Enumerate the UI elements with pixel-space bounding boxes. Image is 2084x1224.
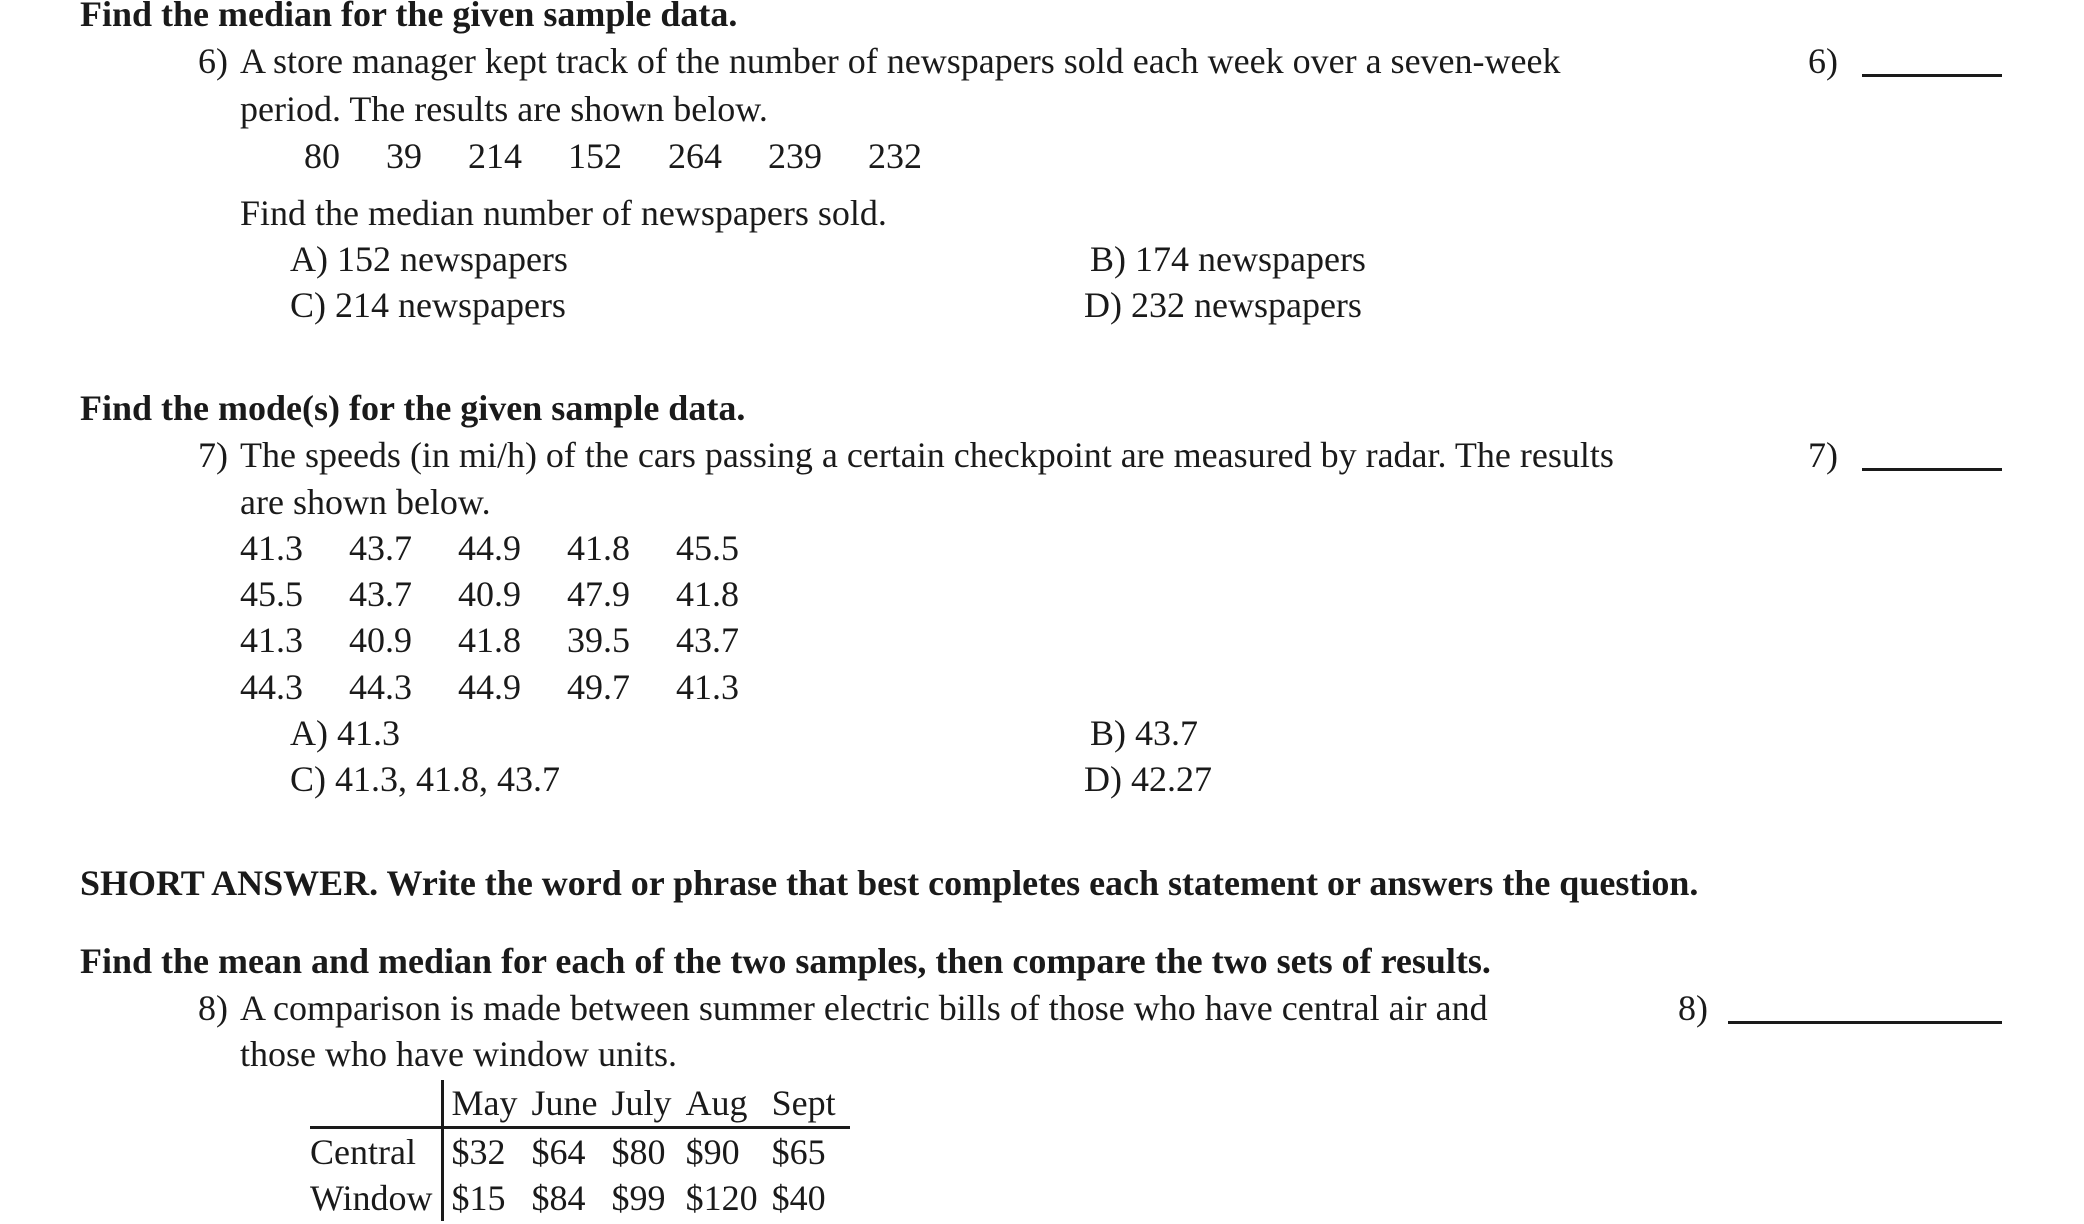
table-cell: $80	[611, 1132, 666, 1172]
table-row	[310, 1175, 850, 1221]
table-cell: $32	[451, 1132, 506, 1172]
question-7-text-line2: are shown below.	[240, 482, 491, 522]
question-6-number: 6)	[198, 41, 228, 81]
section-heading-mode: Find the mode(s) for the given sample data.	[80, 388, 746, 428]
question-8-number: 8)	[198, 988, 228, 1028]
question-7-choice-b[interactable]: B) 43.7	[1090, 713, 1198, 753]
question-8-text-line2: those who have window units.	[240, 1034, 677, 1074]
table-column-header: July	[612, 1080, 686, 1128]
table-row-label: Window	[310, 1175, 442, 1221]
question-7-data-row: 41.3 40.9 41.8 39.5 43.7	[240, 620, 739, 660]
question-6-choice-d[interactable]: D) 232 newspapers	[1084, 285, 1362, 325]
table-cell: $65	[771, 1132, 826, 1172]
question-6-data: 80 39 214 152 264 239 232	[304, 136, 922, 176]
question-6-prompt: Find the median number of newspapers sold.	[240, 193, 887, 233]
table-corner-cell	[310, 1080, 442, 1128]
table-cell: $120	[685, 1178, 758, 1218]
table-cell: $84	[531, 1178, 586, 1218]
table-cell: $90	[685, 1132, 740, 1172]
question-7-data-row: 41.3 43.7 44.9 41.8 45.5	[240, 528, 739, 568]
table-row-label: Central	[310, 1128, 442, 1176]
question-6-text-line1: A store manager kept track of the number of newspapers sold each week over a seven-week	[240, 41, 1561, 81]
answer-label-7: 7)	[1808, 435, 1838, 475]
answer-label-6: 6)	[1808, 41, 1838, 81]
table-column-header: May	[442, 1080, 532, 1128]
table-column-header: June	[532, 1080, 612, 1128]
table-cell: $64	[531, 1132, 586, 1172]
question-7-choice-a[interactable]: A) 41.3	[290, 713, 400, 753]
question-7-choice-d[interactable]: D) 42.27	[1084, 759, 1212, 799]
question-7-data-row: 44.3 44.3 44.9 49.7 41.3	[240, 667, 739, 707]
table-cell: $99	[611, 1178, 666, 1218]
question-7-number: 7)	[198, 435, 228, 475]
table-row	[310, 1128, 850, 1176]
question-7-data-row: 45.5 43.7 40.9 47.9 41.8	[240, 574, 739, 614]
electric-bills-grid	[310, 1080, 850, 1221]
table-column-header: Sept	[772, 1080, 850, 1128]
question-6-choice-b[interactable]: B) 174 newspapers	[1090, 239, 1366, 279]
question-6-choice-c[interactable]: C) 214 newspapers	[290, 285, 566, 325]
section-heading-mean-median: Find the mean and median for each of the two samples, then compare the two sets of results.	[80, 941, 1491, 981]
question-6-choice-a[interactable]: A) 152 newspapers	[290, 239, 568, 279]
electric-bills-table	[310, 1080, 850, 1221]
answer-label-8: 8)	[1678, 988, 1708, 1028]
answer-blank-8[interactable]	[1728, 1021, 2002, 1024]
question-7-text-line1: The speeds (in mi/h) of the cars passing a certain checkpoint are measured by radar. The results	[240, 435, 1614, 475]
answer-blank-6[interactable]	[1862, 74, 2002, 77]
table-header-row	[310, 1080, 850, 1128]
section-heading-median: Find the median for the given sample data.	[80, 0, 738, 34]
table-column-header: Aug	[686, 1080, 772, 1128]
question-8-text-line1: A comparison is made between summer electric bills of those who have central air and	[240, 988, 1488, 1028]
answer-blank-7[interactable]	[1862, 468, 2002, 471]
question-7-choice-c[interactable]: C) 41.3, 41.8, 43.7	[290, 759, 560, 799]
short-answer-heading: SHORT ANSWER. Write the word or phrase that best completes each statement or answers the question.	[80, 863, 1699, 903]
table-cell: $15	[451, 1178, 506, 1218]
question-6-text-line2: period. The results are shown below.	[240, 89, 768, 129]
table-cell: $40	[771, 1178, 826, 1218]
